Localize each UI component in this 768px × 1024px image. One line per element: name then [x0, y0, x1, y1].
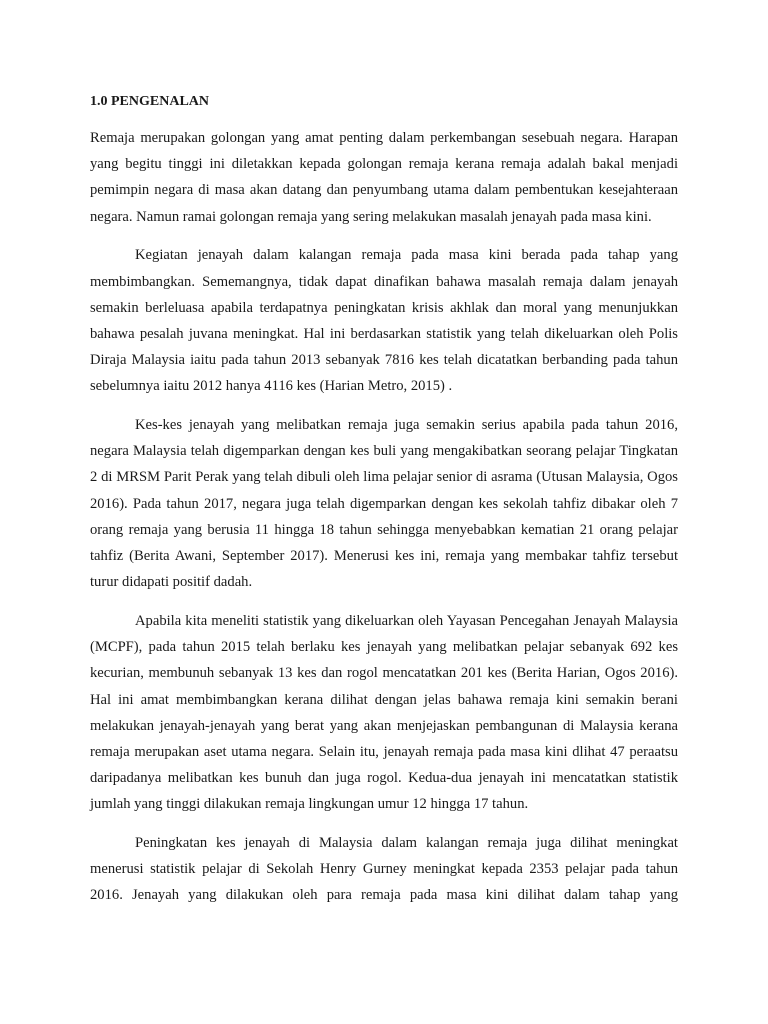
paragraph-5: Peningkatan kes jenayah di Malaysia dalam kalangan remaja juga dilihat meningkat menerusi statistik pelajar di Sekolah Henry Gurney meningkat kepada 2353 pelajar pada tahun 2016. Jenayah yang dilakukan oleh para remaja pada masa kini dilihat dalam tahap yang: [90, 835, 678, 904]
section-heading: 1.0 PENGENALAN: [90, 94, 210, 109]
paragraph-3: Kes-kes jenayah yang melibatkan remaja juga semakin serius apabila pada tahun 2016, negara Malaysia telah digemparkan dengan kes buli yang mengakibatkan seorang pelajar Tingkatan 2 di MRSM Parit Perak yang telah dibuli oleh lima pelajar senior di asrama (Utusan Malaysia, Ogos 2016). Pada tahun 2017, negara juga telah digemparkan dengan kes sekolah tahfiz dibakar oleh 7 orang remaja yang berusia 11 hingga 18 tahun sehingga menyebabkan kematian 21 orang pelajar tahfiz (Berita Awani, September 2017). Menerusi kes ini, remaja yang membakar tahfiz tersebut turur didapati positif dadah.: [90, 417, 678, 591]
paragraph-2: Kegiatan jenayah dalam kalangan remaja pada masa kini berada pada tahap yang membimbangkan. Sememangnya, tidak dapat dinafikan bahawa masalah remaja dalam jenayah semakin berleluasa apabila terdapatnya peningkatan krisis akhlak dan moral yang menunjukkan bahawa pesalah juvana meningkat. Hal ini berdasarkan statistik yang telah dikeluarkan oleh Polis Diraja Malaysia iaitu pada tahun 2013 sebanyak 7816 kes telah dicatatkan berbanding pada tahun sebelumnya iaitu 2012 hanya 4116 kes (Harian Metro, 2015) .: [90, 247, 678, 395]
document-page: [90, 92, 678, 921]
paragraph-1: Remaja merupakan golongan yang amat penting dalam perkembangan sesebuah negara. Harapan yang begitu tinggi ini diletakkan kepada golongan remaja kerana remaja adalah bakal menjadi pemimpin negara di masa akan datang dan penyumbang utama dalam pembentukan kesejahteraan negara. Namun ramai golongan remaja yang sering melakukan masalah jenayah pada masa kini.: [90, 130, 678, 225]
paragraph-4: Apabila kita meneliti statistik yang dikeluarkan oleh Yayasan Pencegahan Jenayah Malaysia (MCPF), pada tahun 2015 telah berlaku kes jenayah yang melibatkan pelajar sebanyak 692 kes kecurian, membunuh sebanyak 13 kes dan rogol mencatatkan 201 kes (Berita Harian, Ogos 2016). Hal ini amat membimbangkan kerana dilihat dengan jelas bahawa remaja kini semakin berani melakukan jenayah-jenayah yang berat yang akan menjejaskan pembangunan di Malaysia kerana remaja merupakan aset utama negara. Selain itu, jenayah remaja pada masa kini dlihat 47 peraatsu daripadanya melibatkan kes bunuh dan juga rogol. Kedua-dua jenayah ini mencatatkan statistik jumlah yang tinggi dilakukan remaja lingkungan umur 12 hingga 17 tahun.: [90, 612, 678, 813]
